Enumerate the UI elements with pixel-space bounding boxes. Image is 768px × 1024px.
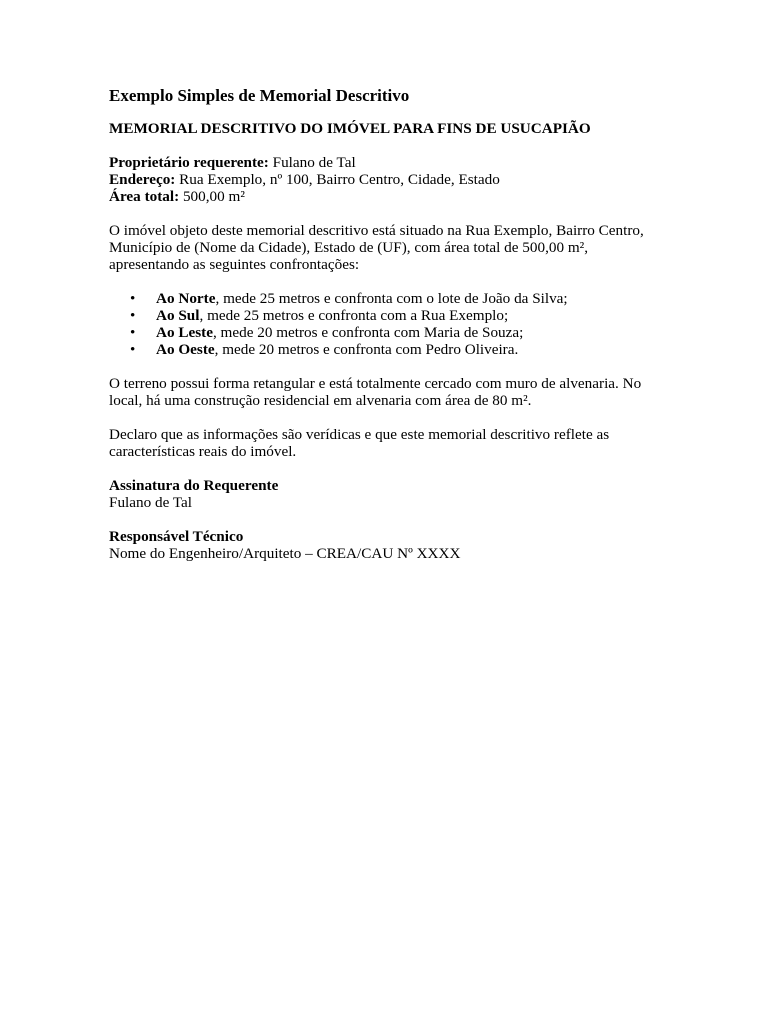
bullet-icon: •: [130, 324, 136, 341]
field-address: [109, 171, 669, 188]
boundary-direction: Ao Sul: [156, 307, 200, 324]
boundary-direction: Ao Leste: [156, 324, 213, 341]
boundary-text: , mede 25 metros e confronta com o lote de João da Silva;: [215, 290, 568, 307]
signature-technician-name: Nome do Engenheiro/Arquiteto – CREA/CAU Nº XXXX: [109, 545, 461, 562]
boundary-text: , mede 25 metros e confronta com a Rua Exemplo;: [199, 307, 509, 324]
signature-requester: [109, 477, 669, 511]
document-subtitle: MEMORIAL DESCRITIVO DO IMÓVEL PARA FINS DE USUCAPIÃO: [109, 120, 591, 137]
field-address-label: Endereço:: [109, 171, 176, 188]
list-item: [109, 324, 669, 341]
boundary-text: , mede 20 metros e confronta com Maria de Souza;: [212, 324, 524, 341]
list-item: [109, 290, 669, 307]
field-area: [109, 188, 669, 205]
boundary-text: , mede 20 metros e confronta com Pedro Oliveira.: [214, 341, 519, 358]
signature-requester-label: Assinatura do Requerente: [109, 477, 279, 494]
list-item: [109, 341, 669, 358]
signature-requester-name: Fulano de Tal: [109, 494, 193, 511]
bullet-icon: •: [130, 307, 136, 324]
declaration-paragraph: Declaro que as informações são verídicas e que este memorial descritivo reflete as características reais do imóvel.: [109, 426, 610, 460]
boundaries-list: [109, 290, 669, 358]
field-owner-label: Proprietário requerente:: [109, 154, 269, 171]
description-paragraph: O terreno possui forma retangular e está totalmente cercado com muro de alvenaria. No local, há uma construção residencial em alvenaria com área de 80 m².: [109, 375, 642, 409]
signature-technician: [109, 528, 669, 562]
document-page: [109, 86, 669, 579]
signature-technician-label: Responsável Técnico: [109, 528, 244, 545]
list-item: [109, 307, 669, 324]
property-fields: [109, 154, 669, 205]
intro-paragraph: O imóvel objeto deste memorial descritivo está situado na Rua Exemplo, Bairro Centro, Município de (Nome da Cidade), Estado de (UF), com área total de 500,00 m², apresentando as seguintes confrontações:: [109, 222, 644, 273]
boundary-direction: Ao Oeste: [156, 341, 215, 358]
field-owner: [109, 154, 669, 171]
field-area-value: 500,00 m²: [179, 188, 245, 205]
field-owner-value: Fulano de Tal: [268, 154, 356, 171]
document-title: Exemplo Simples de Memorial Descritivo: [109, 86, 410, 105]
boundary-direction: Ao Norte: [156, 290, 216, 307]
bullet-icon: •: [130, 290, 136, 307]
field-address-value: Rua Exemplo, nº 100, Bairro Centro, Cidade, Estado: [175, 171, 500, 188]
bullet-icon: •: [130, 341, 136, 358]
field-area-label: Área total:: [109, 188, 180, 205]
